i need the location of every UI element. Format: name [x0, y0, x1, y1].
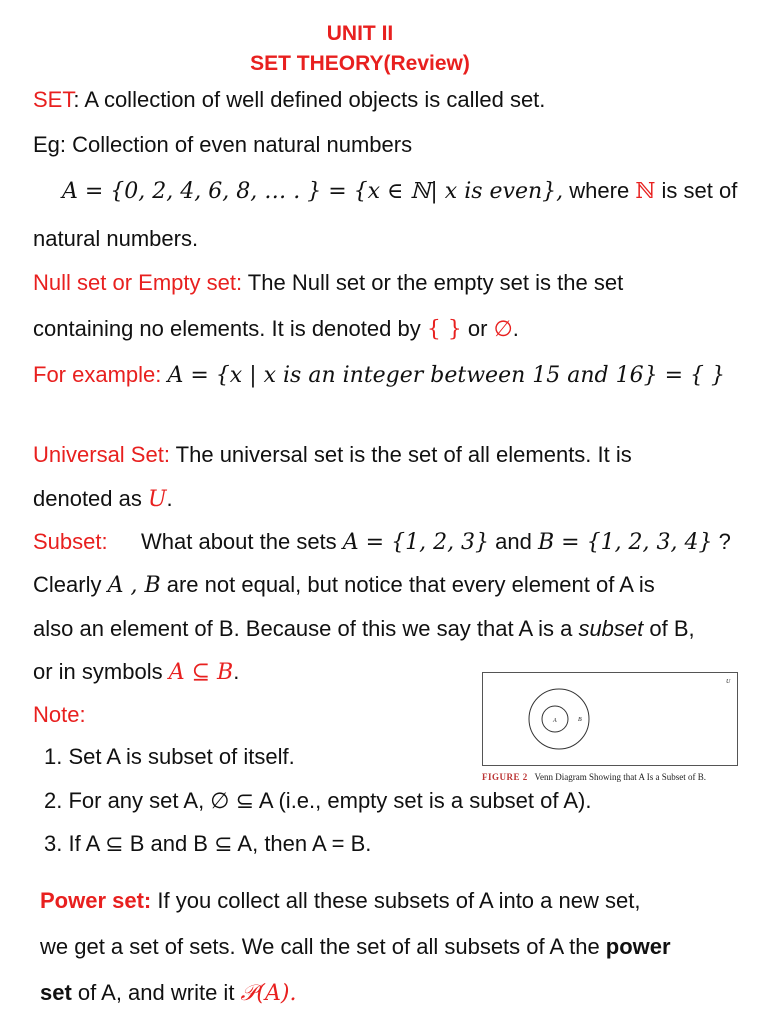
- power-set-line2-text: we get a set of sets. We call the set of all subsets of A the: [40, 934, 606, 959]
- subset-line2-b: are not equal, but notice that every element of A is: [160, 572, 655, 597]
- example-intro: Eg: Collection of even natural numbers: [33, 132, 413, 157]
- venn-diagram: [482, 672, 738, 766]
- unit-title: UNIT II: [326, 22, 394, 45]
- subset-question: ?: [712, 529, 731, 554]
- note-item-2: 2. For any set A, ∅ ⊆ A (i.e., empty set is a subset of A).: [44, 788, 592, 813]
- power-set-line3-text: of A, and write it: [71, 980, 241, 1005]
- power-set-definition: [40, 886, 640, 916]
- figure-caption-text: Venn Diagram Showing that A Is a Subset of B.: [534, 772, 707, 782]
- note-heading: Note:: [33, 702, 86, 727]
- universal-set-term: Universal Set:: [33, 442, 170, 467]
- figure-caption-label: FIGURE 2: [482, 772, 528, 782]
- subset-a-set: A = {1, 2, 3}: [342, 530, 490, 555]
- universal-symbol: U: [147, 487, 167, 512]
- example-formula: A = {0, 2, 4, 6, 8, … . } = {x ∈ ℕ| x is even},: [62, 179, 564, 204]
- null-example-formula: A = {x | x is an integer between 15 and 16} = { }: [167, 363, 726, 388]
- set-b-label: B: [578, 717, 582, 723]
- example-formula-line: [62, 176, 737, 207]
- subset-line2-ab: A , B: [107, 573, 161, 598]
- subset-line3: [33, 614, 695, 644]
- universe-label: U: [726, 679, 731, 685]
- subset-definition: [33, 527, 731, 558]
- empty-set-symbol: ∅: [493, 317, 513, 342]
- universal-period: .: [166, 486, 173, 511]
- figure-caption: [482, 772, 706, 782]
- empty-braces: { }: [426, 317, 462, 342]
- null-set-or: or: [461, 316, 494, 341]
- null-set-example: [33, 360, 725, 391]
- example-continuation: natural numbers.: [33, 226, 199, 251]
- subset-text: What about the sets: [141, 529, 343, 554]
- null-set-text: The Null set or the empty set is the set: [242, 270, 624, 295]
- power-bold: power: [605, 934, 671, 959]
- subset-line4-end: .: [233, 659, 240, 684]
- set-text: : A collection of well defined objects is called set.: [73, 87, 546, 112]
- set-bold: set: [40, 980, 72, 1005]
- naturals-symbol: ℕ: [635, 179, 656, 204]
- power-set-symbol: 𝒫(A).: [240, 981, 297, 1006]
- power-set-term: Power set:: [40, 888, 152, 913]
- subset-b-set: B = {1, 2, 3, 4}: [537, 530, 713, 555]
- note-item-3: 3. If A ⊆ B and B ⊆ A, then A = B.: [44, 831, 372, 856]
- power-set-text: If you collect all these subsets of A into a new set,: [151, 888, 641, 913]
- universal-set-text: The universal set is the set of all elements. It is: [169, 442, 632, 467]
- venn-diagram-svg: [483, 673, 737, 765]
- null-set-period: .: [512, 316, 519, 341]
- subset-symbol: A ⊆ B: [168, 660, 234, 685]
- subset-line2-a: Clearly: [33, 572, 108, 597]
- universal-set-definition: [33, 440, 632, 470]
- subset-line2: [33, 570, 655, 601]
- subset-line3-text: also an element of B. Because of this we say that A is a: [33, 616, 579, 641]
- subset-line4-text: or in symbols: [33, 659, 169, 684]
- null-set-line2: [33, 314, 519, 345]
- subset-line3-end: of B,: [643, 616, 695, 641]
- power-set-line3: [40, 978, 296, 1009]
- set-a-label: A: [553, 718, 557, 724]
- example-rest: is set of: [655, 178, 738, 203]
- universal-line2-text: denoted as: [33, 486, 148, 511]
- note-item-1: 1. Set A is subset of itself.: [44, 744, 295, 769]
- example-where: where: [563, 178, 636, 203]
- subset-line4: [33, 657, 239, 688]
- set-definition: [33, 85, 545, 115]
- null-set-definition: [33, 268, 623, 298]
- set-term: SET: [33, 87, 74, 112]
- power-set-line2: [40, 932, 671, 962]
- subset-and: and: [489, 529, 538, 554]
- subset-italic: subset: [578, 616, 644, 641]
- universal-set-line2: [33, 484, 173, 515]
- null-set-term: Null set or Empty set:: [33, 270, 243, 295]
- for-example-term: For example:: [33, 362, 168, 387]
- subset-term: Subset:: [33, 529, 108, 554]
- null-set-line2-text: containing no elements. It is denoted by: [33, 316, 427, 341]
- topic-title: SET THEORY(Review): [250, 52, 470, 75]
